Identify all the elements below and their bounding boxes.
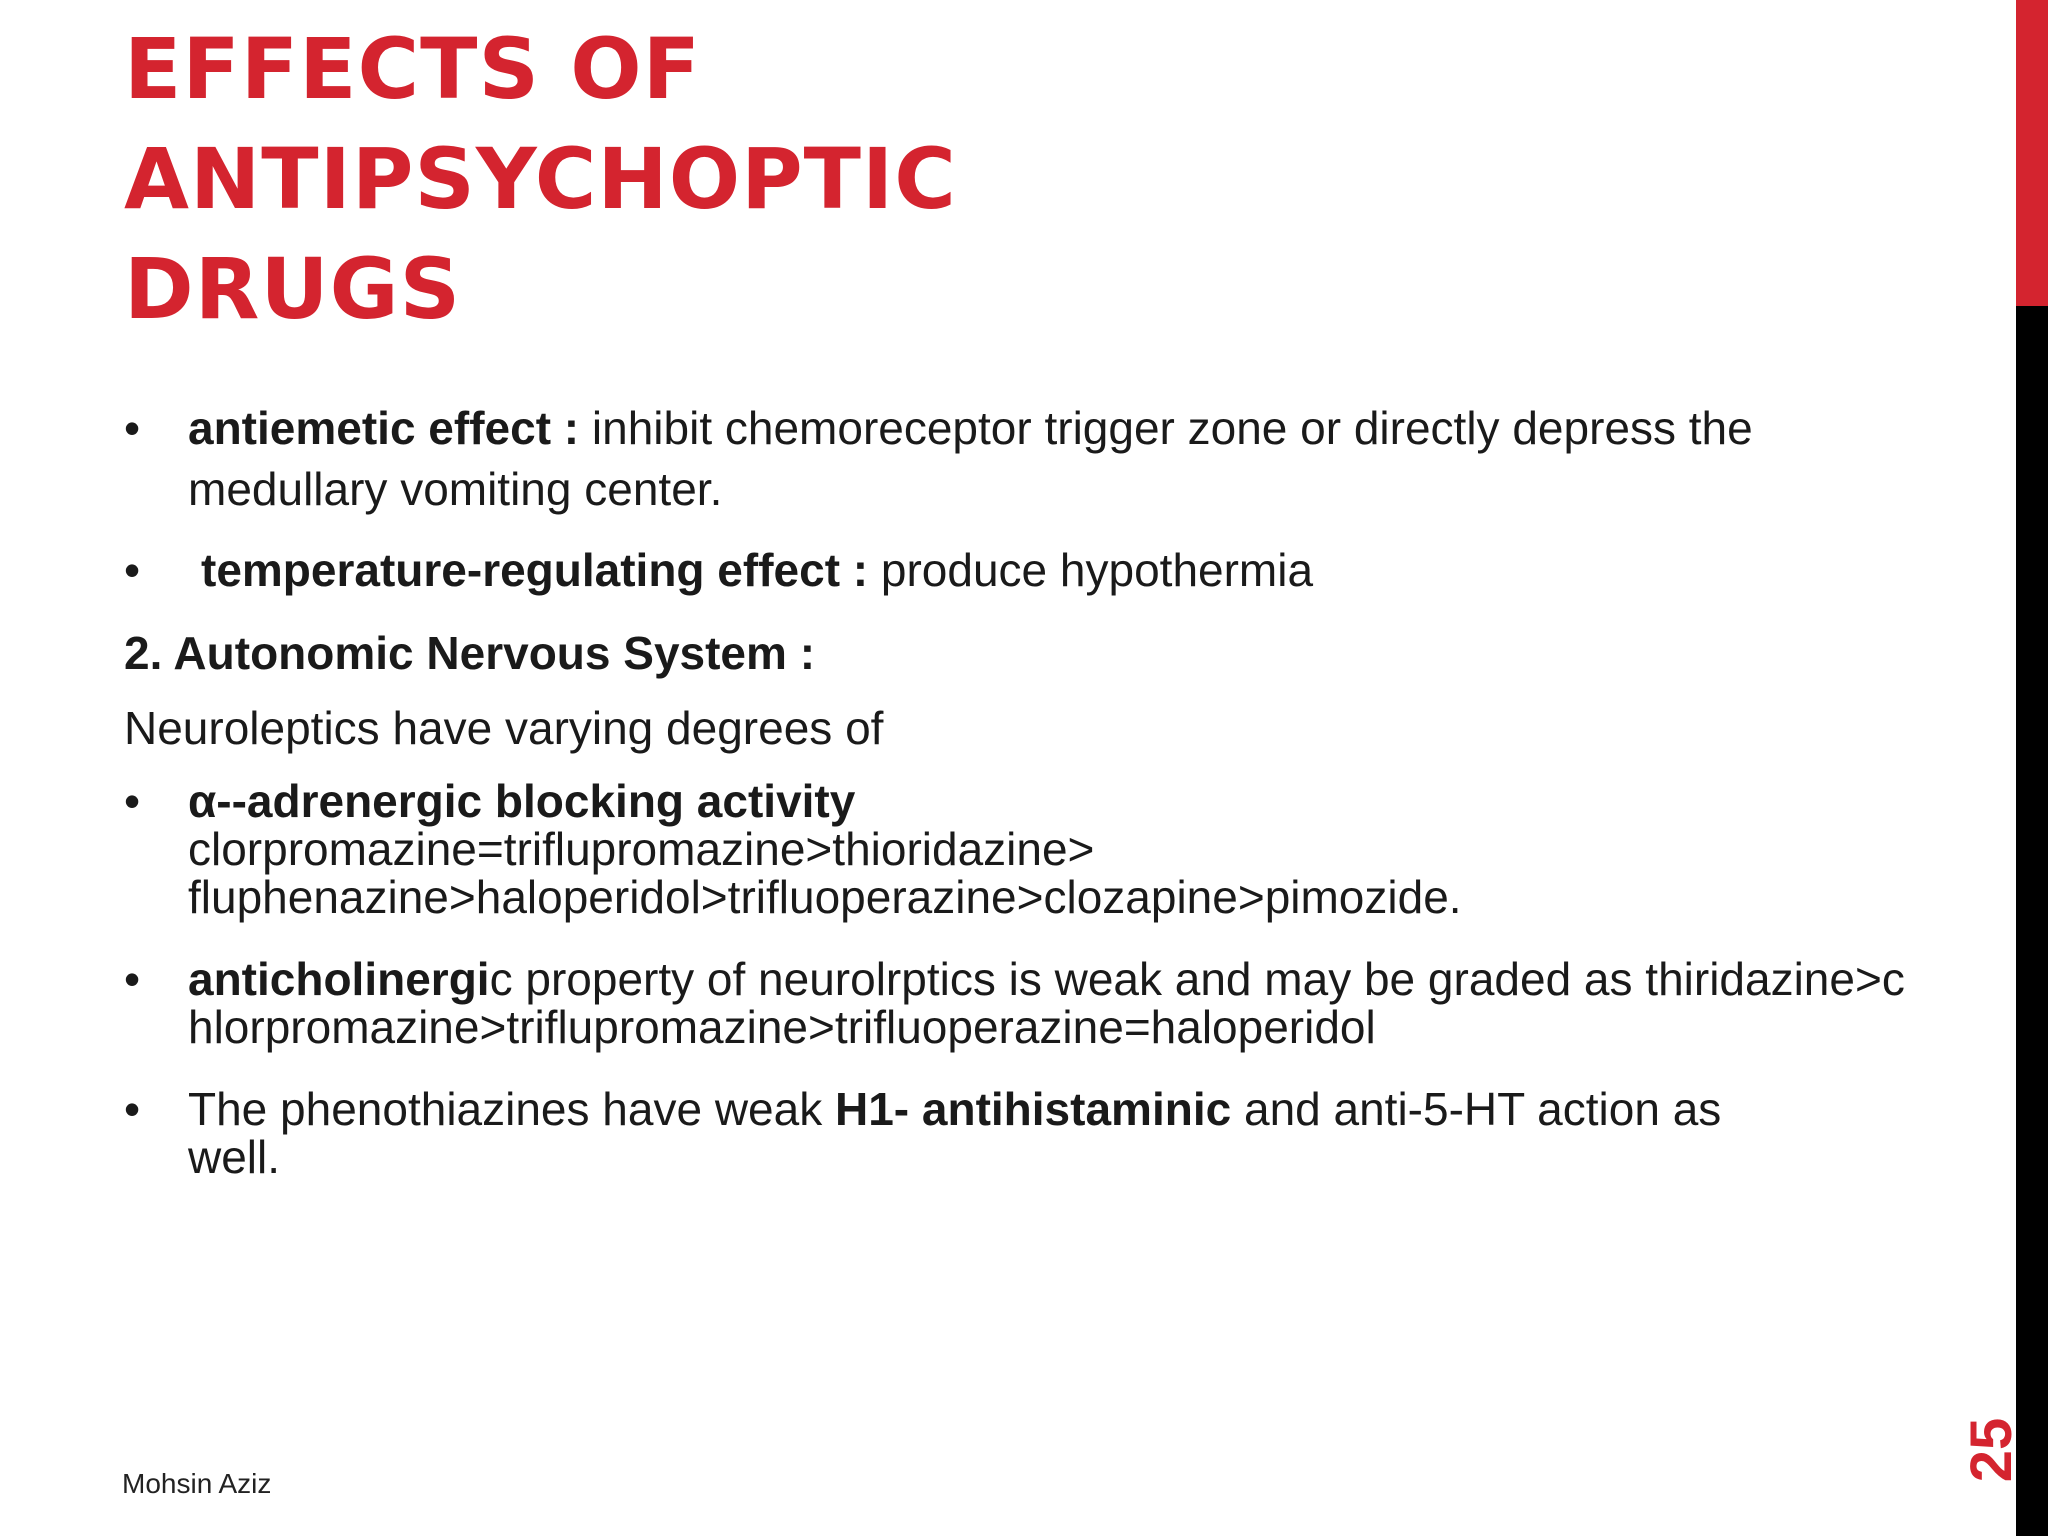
slide-content [124,398,1905,1183]
bullet-alpha-adrenergic [124,777,1804,921]
title-line-3: DRUGS [124,240,462,338]
bullet-anticholinergic [124,953,1905,1053]
bullet-dot [124,955,140,1003]
page-number: 25 [1959,1417,2024,1483]
antiemetic-text: inhibit chemoreceptor trigger zone or directly depress the medullary vomiting center. [188,402,1753,515]
bullet-temperature [124,540,1804,601]
anticholinergic-text: c property of neurolrptics is weak and may be graded as thiridazine>chlorpromazine>triflupromazine>trifluoperazine=haloperidol [188,953,1905,1053]
bullet-dot [124,1085,140,1133]
title-line-1: EFFECTS OF [124,20,701,118]
antihistaminic-post: and anti-5-HT action as well. [188,1083,1722,1183]
accent-bar-black [2016,306,2048,1536]
title-line-2: ANTIPSYCHOPTIC [124,130,957,228]
bullet-dot [124,398,140,459]
alpha-ranking-line-2: fluphenazine>haloperidol>trifluoperazine>clozapine>pimozide. [188,871,1462,923]
bullet-dot [124,777,140,825]
antihistaminic-pre: The phenothiazines have weak [188,1083,835,1135]
temperature-text: produce hypothermia [868,544,1314,596]
alpha-term: α--adrenergic blocking activity [188,775,856,827]
antihistaminic-term: H1- antihistaminic [835,1083,1232,1135]
section-intro: Neuroleptics have varying degrees of [124,702,884,754]
footer-author: Mohsin Aziz [122,1468,272,1499]
section-heading-autonomic: 2. Autonomic Nervous System : [124,627,816,679]
anticholinergic-term: anticholinergi [188,953,490,1005]
bullet-antihistaminic [124,1085,1804,1181]
alpha-ranking-line-1: clorpromazine=triflupromazine>thioridazine> [188,823,1095,875]
temperature-term: temperature-regulating effect : [201,544,869,596]
accent-bar-red [2016,0,2048,306]
slide-title [124,14,1324,344]
antiemetic-term: antiemetic effect : [188,402,580,454]
bullet-antiemetic [124,398,1804,520]
bullet-dot [124,540,140,601]
